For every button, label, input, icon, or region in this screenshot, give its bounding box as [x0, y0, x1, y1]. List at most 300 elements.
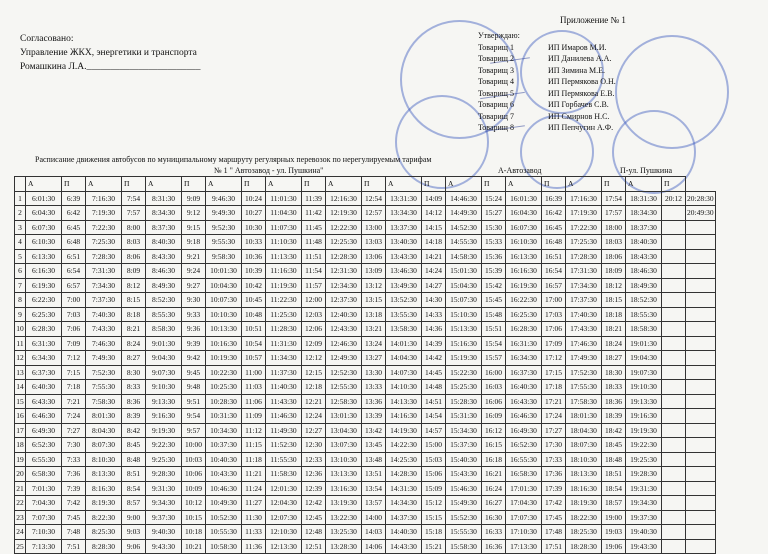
time-cell: 6:25:30 — [26, 307, 62, 322]
time-cell: 11:01:30 — [266, 191, 302, 206]
time-cell: 8:46:30 — [146, 264, 182, 279]
time-cell: 19:06 — [602, 539, 626, 554]
time-cell: 8:49:30 — [146, 278, 182, 293]
schedule-title: Расписание движения автобусов по муниципальному маршруту регулярных перевозок по нерегулируемым тарифам — [35, 155, 432, 164]
time-cell: 12:34:30 — [326, 278, 362, 293]
time-cell: 10:00 — [182, 438, 206, 453]
time-cell: 11:42 — [302, 206, 326, 221]
time-cell: 10:06 — [182, 467, 206, 482]
time-cell: 18:28:30 — [566, 539, 602, 554]
agreed-person: Ромашкина Л.А.________________________ — [20, 62, 201, 72]
time-cell: 6:51 — [62, 249, 86, 264]
time-cell — [686, 322, 716, 337]
time-cell: 9:16:30 — [146, 409, 182, 424]
time-cell: 7:18 — [62, 380, 86, 395]
table-header-cell: А — [506, 177, 542, 192]
time-cell: 9:15 — [182, 220, 206, 235]
time-cell: 11:49:30 — [266, 423, 302, 438]
time-cell: 15:49:30 — [446, 496, 482, 511]
time-cell: 13:30 — [362, 365, 386, 380]
time-cell: 17:01:30 — [506, 481, 542, 496]
time-cell: 11:31:30 — [266, 336, 302, 351]
time-cell: 10:34:30 — [206, 423, 242, 438]
time-cell: 19:22:30 — [626, 438, 662, 453]
time-cell: 17:34:30 — [566, 278, 602, 293]
table-body — [15, 191, 716, 554]
time-cell: 13:27 — [362, 351, 386, 366]
time-cell: 6:45 — [62, 220, 86, 235]
time-cell: 16:51 — [542, 249, 566, 264]
time-cell: 12:07:30 — [266, 510, 302, 525]
time-cell: 12:12 — [302, 351, 326, 366]
time-cell: 13:03 — [362, 235, 386, 250]
time-cell: 8:37:30 — [146, 220, 182, 235]
time-cell: 12:21 — [302, 394, 326, 409]
time-cell: 10:48 — [242, 307, 266, 322]
time-cell: 12:19:30 — [326, 206, 362, 221]
time-cell: 11:51 — [302, 249, 326, 264]
time-cell: 6:55:30 — [26, 452, 62, 467]
time-cell: 6:04:30 — [26, 206, 62, 221]
time-cell: 11:06 — [242, 394, 266, 409]
time-cell: 9:57 — [182, 423, 206, 438]
time-cell — [686, 307, 716, 322]
time-cell: 19:04:30 — [626, 351, 662, 366]
time-cell: 7:57 — [122, 206, 146, 221]
time-cell: 11:37:30 — [266, 365, 302, 380]
time-cell: 15:31:30 — [446, 409, 482, 424]
time-cell: 12:18 — [302, 380, 326, 395]
time-cell: 13:18 — [362, 307, 386, 322]
time-cell: 9:51 — [182, 394, 206, 409]
time-cell: 10:13:30 — [206, 322, 242, 337]
time-cell: 11:25:30 — [266, 307, 302, 322]
time-cell: 15:01:30 — [446, 264, 482, 279]
time-cell — [662, 264, 686, 279]
time-cell: 10:42 — [242, 278, 266, 293]
time-cell: 10:57 — [242, 351, 266, 366]
time-cell: 18:58:30 — [626, 322, 662, 337]
table-row — [15, 249, 716, 264]
time-cell: 15:16:30 — [446, 336, 482, 351]
time-cell: 7:48 — [62, 525, 86, 540]
time-cell: 11:54 — [302, 264, 326, 279]
time-cell: 8:30 — [122, 365, 146, 380]
approve-row — [478, 111, 616, 123]
time-cell: 7:54 — [122, 191, 146, 206]
time-cell — [662, 220, 686, 235]
time-cell: 12:24 — [302, 409, 326, 424]
approver-name: ИП Пермякова О.Н. — [548, 77, 616, 86]
stamp-seal — [395, 95, 489, 189]
time-cell: 13:46:30 — [386, 264, 422, 279]
time-cell: 13:39 — [362, 409, 386, 424]
time-cell: 18:09 — [602, 264, 626, 279]
time-cell: 17:19:30 — [566, 206, 602, 221]
time-cell: 10:37:30 — [206, 438, 242, 453]
time-cell: 16:16:30 — [506, 264, 542, 279]
time-cell: 13:24 — [362, 336, 386, 351]
time-cell: 9:37:30 — [146, 510, 182, 525]
time-cell: 8:16:30 — [86, 481, 122, 496]
row-number-cell: 21 — [15, 481, 26, 496]
time-cell: 19:37:30 — [626, 510, 662, 525]
time-cell: 16:12 — [482, 423, 506, 438]
time-cell: 11:48 — [302, 235, 326, 250]
time-cell: 14:12 — [422, 206, 446, 221]
row-number-cell: 24 — [15, 525, 26, 540]
time-cell: 6:31:30 — [26, 336, 62, 351]
time-cell: 19:28:30 — [626, 467, 662, 482]
time-cell — [662, 322, 686, 337]
time-cell — [686, 249, 716, 264]
schedule-table — [14, 176, 716, 554]
time-cell: 16:45 — [542, 220, 566, 235]
time-cell: 18:40:30 — [626, 235, 662, 250]
time-cell: 15:52:30 — [446, 510, 482, 525]
time-cell: 16:13:30 — [506, 249, 542, 264]
time-cell: 16:04:30 — [506, 206, 542, 221]
time-cell: 13:04:30 — [326, 423, 362, 438]
time-cell: 16:37:30 — [506, 365, 542, 380]
time-cell: 7:39 — [62, 481, 86, 496]
time-cell: 19:31:30 — [626, 481, 662, 496]
time-cell: 14:27 — [422, 278, 446, 293]
agreed-label: Согласовано: — [20, 34, 74, 44]
time-cell: 10:36 — [242, 249, 266, 264]
time-cell: 10:19:30 — [206, 351, 242, 366]
time-cell: 10:07:30 — [206, 293, 242, 308]
time-cell: 12:22:30 — [326, 220, 362, 235]
time-cell: 15:18 — [422, 525, 446, 540]
table-row — [15, 206, 716, 221]
time-cell: 7:00 — [62, 293, 86, 308]
time-cell: 14:40:30 — [386, 525, 422, 540]
time-cell: 14:43:30 — [386, 539, 422, 554]
time-cell — [662, 525, 686, 540]
time-cell: 9:12 — [182, 206, 206, 221]
time-cell: 18:55:30 — [626, 307, 662, 322]
approver-role: Товарищ 7 — [478, 111, 514, 121]
time-cell: 17:40:30 — [566, 307, 602, 322]
row-number-cell: 16 — [15, 409, 26, 424]
time-cell: 7:49:30 — [86, 351, 122, 366]
time-cell: 9:40:30 — [146, 525, 182, 540]
time-cell: 10:28:30 — [206, 394, 242, 409]
row-number-cell: 9 — [15, 307, 26, 322]
time-cell: 8:48 — [122, 452, 146, 467]
time-cell — [686, 423, 716, 438]
time-cell: 12:55:30 — [326, 380, 362, 395]
time-cell: 12:09 — [302, 336, 326, 351]
time-cell: 11:24 — [242, 481, 266, 496]
time-cell: 15:19:30 — [446, 351, 482, 366]
time-cell: 10:54 — [242, 336, 266, 351]
time-cell: 9:06 — [122, 539, 146, 554]
time-cell: 19:00 — [602, 510, 626, 525]
time-cell: 17:45 — [542, 510, 566, 525]
time-cell: 16:03 — [482, 380, 506, 395]
time-cell: 14:06 — [362, 539, 386, 554]
time-cell: 12:58:30 — [326, 394, 362, 409]
time-cell: 12:31:30 — [326, 264, 362, 279]
time-cell: 6:48 — [62, 235, 86, 250]
table-header-cell: П — [182, 177, 206, 192]
time-cell: 17:03 — [542, 307, 566, 322]
time-cell: 7:43:30 — [86, 322, 122, 337]
time-cell: 8:39 — [122, 409, 146, 424]
time-cell: 11:16:30 — [266, 264, 302, 279]
time-cell: 7:04:30 — [26, 496, 62, 511]
time-cell: 13:12 — [362, 278, 386, 293]
time-cell: 16:31:30 — [506, 336, 542, 351]
time-cell: 16:15 — [482, 438, 506, 453]
time-cell: 7:16:30 — [86, 191, 122, 206]
time-cell: 11:55:30 — [266, 452, 302, 467]
time-cell: 12:37:30 — [326, 293, 362, 308]
time-cell: 8:51 — [122, 467, 146, 482]
time-cell: 17:46:30 — [566, 336, 602, 351]
row-number-cell: 10 — [15, 322, 26, 337]
time-cell: 7:22:30 — [86, 220, 122, 235]
time-cell: 16:18 — [482, 452, 506, 467]
table-row — [15, 394, 716, 409]
time-cell: 6:54 — [62, 264, 86, 279]
time-cell: 12:48 — [302, 525, 326, 540]
time-cell: 15:03 — [422, 452, 446, 467]
time-cell: 9:25:30 — [146, 452, 182, 467]
approver-name: ИП Смирнов Н.С. — [548, 111, 610, 121]
time-cell: 12:36 — [302, 467, 326, 482]
time-cell: 17:57 — [602, 206, 626, 221]
time-cell: 13:16:30 — [326, 481, 362, 496]
time-cell: 10:03 — [182, 452, 206, 467]
time-cell: 18:19:30 — [566, 496, 602, 511]
time-cell: 9:54 — [182, 409, 206, 424]
time-cell: 6:58:30 — [26, 467, 62, 482]
table-row — [15, 467, 716, 482]
time-cell: 15:07:30 — [446, 293, 482, 308]
time-cell — [686, 293, 716, 308]
table-row — [15, 322, 716, 337]
time-cell — [662, 336, 686, 351]
time-cell: 7:19:30 — [86, 206, 122, 221]
time-cell: 7:07:30 — [26, 510, 62, 525]
row-number-cell: 20 — [15, 467, 26, 482]
time-cell: 14:51 — [422, 394, 446, 409]
time-cell: 7:58:30 — [86, 394, 122, 409]
time-cell: 12:43:30 — [326, 322, 362, 337]
time-cell: 15:48 — [482, 307, 506, 322]
time-cell: 13:49:30 — [386, 278, 422, 293]
time-cell: 8:33 — [122, 380, 146, 395]
table-header-cell: П — [242, 177, 266, 192]
time-cell — [662, 365, 686, 380]
time-cell: 17:16:30 — [566, 191, 602, 206]
time-cell: 18:03 — [602, 235, 626, 250]
time-cell: 12:10:30 — [266, 525, 302, 540]
time-cell — [686, 496, 716, 511]
time-cell: 13:52:30 — [386, 293, 422, 308]
time-cell: 9:42 — [182, 351, 206, 366]
row-number-cell: 2 — [15, 206, 26, 221]
time-cell: 7:37:30 — [86, 293, 122, 308]
time-cell — [686, 220, 716, 235]
time-cell: 12:25:30 — [326, 235, 362, 250]
table-row — [15, 235, 716, 250]
time-cell: 16:42 — [542, 206, 566, 221]
time-cell: 11:57 — [302, 278, 326, 293]
time-cell: 15:34:30 — [446, 423, 482, 438]
time-cell: 13:19:30 — [326, 496, 362, 511]
time-cell: 18:54 — [602, 481, 626, 496]
row-number-cell: 14 — [15, 380, 26, 395]
time-cell: 11:19:30 — [266, 278, 302, 293]
time-cell: 11:12 — [242, 423, 266, 438]
time-cell: 14:18 — [422, 235, 446, 250]
time-cell: 12:04:30 — [266, 496, 302, 511]
time-cell: 14:57 — [422, 423, 446, 438]
time-cell: 18:07:30 — [566, 438, 602, 453]
time-cell: 14:39 — [422, 336, 446, 351]
time-cell: 14:00 — [362, 510, 386, 525]
time-cell: 9:01:30 — [146, 336, 182, 351]
time-cell: 8:58:30 — [146, 322, 182, 337]
time-cell: 8:43:30 — [146, 249, 182, 264]
time-cell: 19:03 — [602, 525, 626, 540]
table-row — [15, 220, 716, 235]
table-row — [15, 452, 716, 467]
time-cell: 15:06 — [422, 467, 446, 482]
time-cell — [662, 278, 686, 293]
time-cell: 18:49:30 — [626, 278, 662, 293]
time-cell — [662, 206, 686, 221]
time-cell: 17:15 — [542, 365, 566, 380]
time-cell: 7:13:30 — [26, 539, 62, 554]
time-cell: 14:10:30 — [386, 380, 422, 395]
agreed-block — [20, 32, 201, 74]
time-cell: 11:30 — [242, 510, 266, 525]
table-row — [15, 351, 716, 366]
approve-list — [478, 42, 616, 134]
time-cell: 8:07:30 — [86, 438, 122, 453]
time-cell: 16:09 — [482, 409, 506, 424]
table-header-cell: П — [482, 177, 506, 192]
time-cell: 6:49:30 — [26, 423, 62, 438]
time-cell: 8:25:30 — [86, 525, 122, 540]
time-cell: 12:42 — [302, 496, 326, 511]
time-cell: 7:36 — [62, 467, 86, 482]
time-cell: 18:16:30 — [566, 481, 602, 496]
row-number-cell: 1 — [15, 191, 26, 206]
time-cell: 6:52:30 — [26, 438, 62, 453]
time-cell: 14:33 — [422, 307, 446, 322]
time-cell: 10:40:30 — [206, 452, 242, 467]
time-cell: 19:34:30 — [626, 496, 662, 511]
time-cell: 16:33 — [482, 525, 506, 540]
table-header-cell: П — [62, 177, 86, 192]
time-cell: 13:28:30 — [326, 539, 362, 554]
time-cell: 14:19:30 — [386, 423, 422, 438]
table-header-cell: П — [542, 177, 566, 192]
time-cell: 6:07:30 — [26, 220, 62, 235]
approve-row — [478, 53, 616, 65]
time-cell: 11:45 — [302, 220, 326, 235]
time-cell: 14:09 — [422, 191, 446, 206]
table-row — [15, 409, 716, 424]
time-cell — [662, 452, 686, 467]
time-cell: 16:10:30 — [506, 235, 542, 250]
time-cell: 16:58:30 — [506, 467, 542, 482]
time-cell: 17:42 — [542, 496, 566, 511]
time-cell: 11:39 — [302, 191, 326, 206]
time-cell: 11:00 — [242, 365, 266, 380]
time-cell: 17:49:30 — [566, 351, 602, 366]
row-number-cell: 15 — [15, 394, 26, 409]
row-number-cell: 4 — [15, 235, 26, 250]
time-cell: 16:34:30 — [506, 351, 542, 366]
time-cell: 6:37:30 — [26, 365, 62, 380]
time-cell: 18:43:30 — [626, 249, 662, 264]
time-cell: 8:06 — [122, 249, 146, 264]
time-cell: 15:33 — [482, 235, 506, 250]
time-cell: 9:49:30 — [206, 206, 242, 221]
approve-block — [478, 30, 616, 134]
time-cell: 7:25:30 — [86, 235, 122, 250]
time-cell: 18:42 — [602, 423, 626, 438]
time-cell: 18:18 — [602, 307, 626, 322]
time-cell: 16:27 — [482, 496, 506, 511]
time-cell: 17:33 — [542, 452, 566, 467]
time-cell: 8:36 — [122, 394, 146, 409]
time-cell: 12:13:30 — [266, 539, 302, 554]
time-cell: 15:21 — [422, 539, 446, 554]
time-cell — [686, 525, 716, 540]
time-cell: 8:13:30 — [86, 467, 122, 482]
approver-name: ИП Данилева А.А. — [548, 54, 612, 63]
time-cell: 10:49:30 — [206, 496, 242, 511]
time-cell: 6:28:30 — [26, 322, 62, 337]
time-cell: 8:03 — [122, 235, 146, 250]
time-cell: 13:09 — [362, 264, 386, 279]
time-cell — [686, 467, 716, 482]
time-cell: 17:27 — [542, 423, 566, 438]
time-cell: 15:54 — [482, 336, 506, 351]
time-cell: 17:58:30 — [566, 394, 602, 409]
table-header-cell: П — [422, 177, 446, 192]
time-cell: 15:24 — [482, 191, 506, 206]
time-cell: 10:33 — [242, 235, 266, 250]
approver-name: ИП Имаров М.И. — [548, 42, 607, 52]
time-cell: 6:16:30 — [26, 264, 62, 279]
time-cell: 11:10:30 — [266, 235, 302, 250]
time-cell — [686, 394, 716, 409]
table-header-cell: А — [386, 177, 422, 192]
table-row — [15, 438, 716, 453]
time-cell: 15:00 — [422, 438, 446, 453]
time-cell: 12:33 — [302, 452, 326, 467]
time-cell: 8:21 — [122, 322, 146, 337]
row-number-cell: 12 — [15, 351, 26, 366]
table-header-cell — [15, 177, 26, 192]
time-cell: 15:45 — [482, 293, 506, 308]
time-cell: 13:06 — [362, 249, 386, 264]
time-cell: 16:49:30 — [506, 423, 542, 438]
time-cell: 19:01:30 — [626, 336, 662, 351]
time-cell: 6:13:30 — [26, 249, 62, 264]
time-cell: 7:03 — [62, 307, 86, 322]
time-cell: 8:31:30 — [146, 191, 182, 206]
